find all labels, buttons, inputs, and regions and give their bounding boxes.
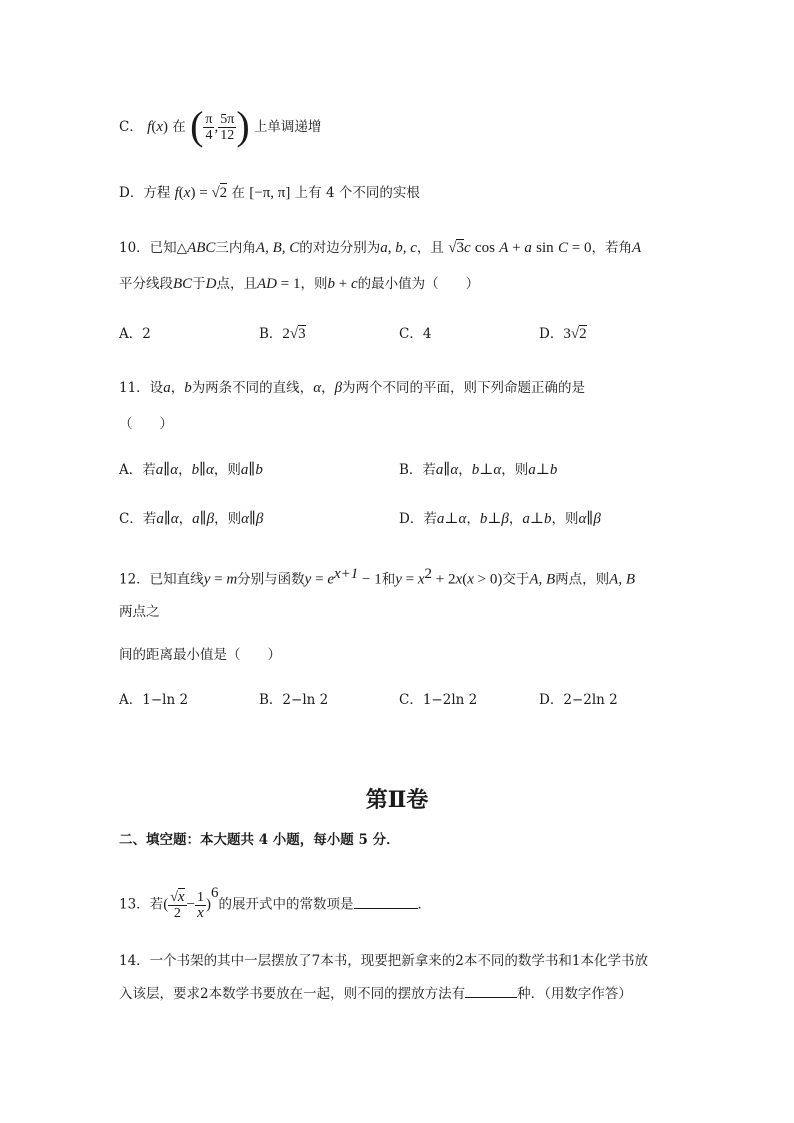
math-fx: f bbox=[147, 119, 152, 135]
q10-option-a: A．2 bbox=[119, 326, 151, 342]
frac-5pi-12: $\frac{5\pi}{12}$ bbox=[220, 112, 235, 143]
q12-line-3: 间的距离最小值是（ ） bbox=[119, 647, 281, 663]
frac-pi-4: $\frac{\pi}{4}$ bbox=[205, 112, 213, 143]
section-heading: 二、填空题：本大题共 4 小题，每小题 5 分． bbox=[119, 832, 400, 848]
part-title: 第Ⅱ卷 bbox=[365, 787, 429, 813]
q12-line-1: 12．已知直线y = m分别与函数$y = e^{x+1} - 1$和$y = x^2 + 2x(x > 0)$交于A, B两点，则A, B bbox=[119, 566, 635, 588]
q11-option-c: C．若a∥α，a∥β，则α∥β bbox=[119, 511, 264, 527]
q12-option-c: C．1−2ln 2 bbox=[399, 692, 478, 708]
q13-line: 13．若( $\frac{√x}{2}$ − $\frac{1}{x}$ )$^6$的展开式中的常数项是 ． bbox=[119, 885, 432, 921]
q10-option-d: D．3√2 bbox=[539, 326, 587, 342]
q11-line-1: 11．设a，b为两条不同的直线，α，β为两个不同的平面，则下列命题正确的是 bbox=[119, 380, 586, 396]
q11-option-d: D．若a⊥α，b⊥β，a⊥b，则α∥β bbox=[399, 511, 601, 527]
q13-answer-blank[interactable] bbox=[354, 894, 418, 909]
q14-answer-blank[interactable] bbox=[465, 983, 517, 998]
q14-line-2: 入该层，要求2本数学书要放在一起，则不同的摆放方法有 种．（用数字作答） bbox=[119, 983, 632, 1004]
frac-1-x: $\frac{1}{x}$ bbox=[197, 889, 205, 921]
q10-line-1: 10．已知△ABC三内角A, B, C的对边分别为a, b, c，且 √3c cos A + a sin C = 0，若角A bbox=[119, 240, 642, 256]
q9-option-d: D．方程 f(x) = √2 在 [−π, π] 上有 4 个不同的实根 bbox=[119, 185, 420, 201]
q12-line-2: 两点之 bbox=[119, 604, 160, 620]
frac-sqrt-x-2: $\frac{√x}{2}$ bbox=[170, 888, 185, 921]
q12-option-a: A．1−ln 2 bbox=[119, 692, 189, 708]
q14-line-1: 14．一个书架的其中一层摆放了7本书，现要把新拿来的2本不同的数学书和1本化学书放 bbox=[119, 953, 648, 969]
q12-option-b: B．2−ln 2 bbox=[259, 692, 329, 708]
q11-option-b: B．若a∥α，b⊥α，则a⊥b bbox=[399, 462, 558, 478]
q10-option-b: B．2√3 bbox=[259, 326, 306, 342]
q11-option-a: A．若a∥α，b∥α，则a∥b bbox=[119, 462, 263, 478]
q11-line-2: （ ） bbox=[119, 416, 173, 432]
q10-line-2: 平分线段BC于D点，且AD = 1，则b + c的最小值为（ ） bbox=[119, 276, 480, 292]
q10-option-c: C．4 bbox=[399, 326, 432, 342]
q12-option-d: D．2−2ln 2 bbox=[539, 692, 618, 708]
q9-option-c: C． f(x) 在 ( $\frac{\pi}{4}$ , $\frac{5\pi}{12}$ ) 上单调递增 bbox=[119, 102, 322, 148]
